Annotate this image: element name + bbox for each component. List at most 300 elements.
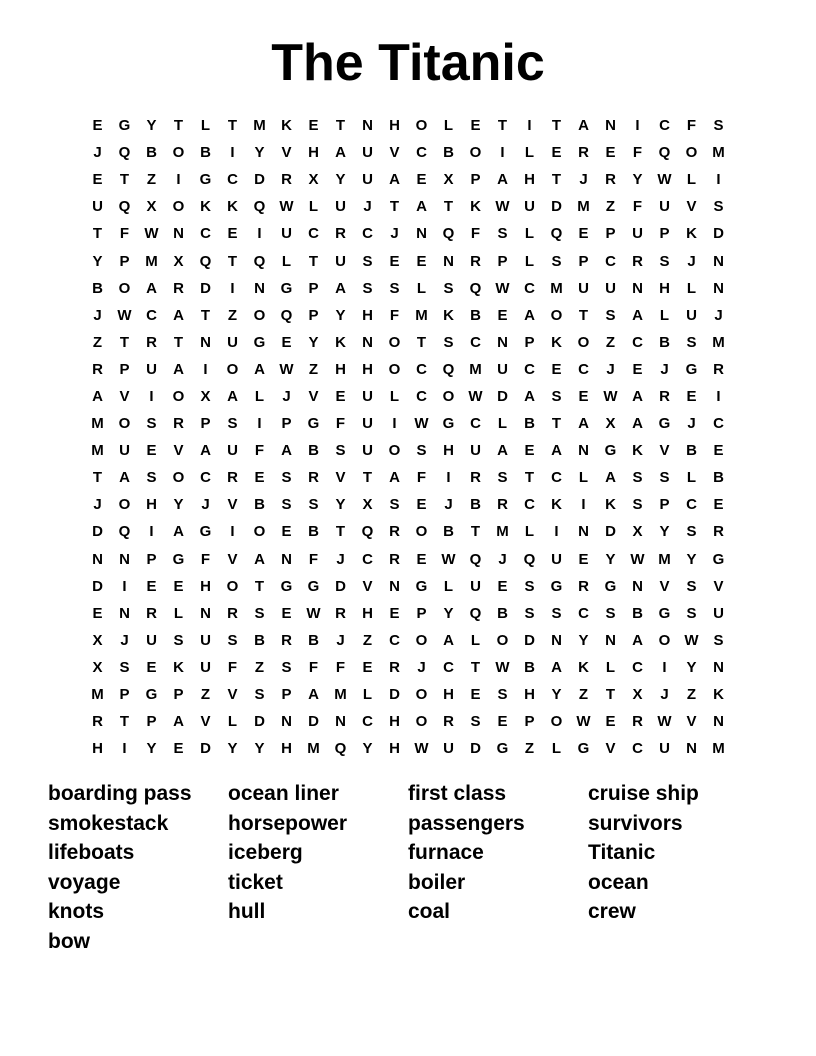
grid-letter: S [605, 604, 616, 622]
grid-letter: W [576, 713, 591, 731]
grid-row [84, 247, 732, 274]
grid-letter: C [362, 713, 373, 731]
grid-letter: S [551, 387, 562, 405]
word-list-item: ocean liner [228, 782, 339, 805]
grid-letter: M [712, 333, 725, 351]
grid-letter: Y [551, 686, 562, 704]
grid-letter: I [446, 469, 451, 487]
grid-letter: T [119, 333, 130, 351]
grid-row [84, 193, 732, 220]
grid-letter: D [335, 577, 346, 595]
grid-letter: R [227, 469, 238, 487]
grid-letter: C [605, 252, 616, 270]
grid-letter: M [550, 279, 563, 297]
grid-letter: T [578, 306, 589, 324]
grid-letter: W [684, 631, 699, 649]
grid-letter: E [227, 225, 238, 243]
grid-letter: U [119, 442, 130, 460]
grid-letter: J [120, 631, 129, 649]
grid-letter: P [524, 713, 535, 731]
grid-letter: L [551, 740, 562, 758]
grid-letter: E [713, 496, 724, 514]
grid-letter: T [551, 171, 562, 189]
grid-letter: D [551, 198, 562, 216]
grid-letter: G [712, 550, 725, 568]
grid-letter: Y [335, 171, 346, 189]
grid-letter: X [92, 658, 103, 676]
grid-letter: C [200, 225, 211, 243]
grid-letter: C [551, 469, 562, 487]
grid-letter: T [335, 117, 346, 135]
grid-letter: X [308, 171, 319, 189]
word-list-item: smokestack [48, 811, 169, 835]
grid-letter: D [308, 713, 319, 731]
grid-letter: C [470, 415, 481, 433]
grid-letter: N [362, 117, 373, 135]
grid-letter: B [659, 333, 670, 351]
grid-letter: S [632, 496, 643, 514]
grid-letter: E [470, 117, 481, 135]
grid-letter: T [524, 469, 535, 487]
grid-letter: P [308, 306, 319, 324]
grid-letter: G [658, 604, 671, 622]
grid-letter: M [334, 686, 347, 704]
grid-letter: O [253, 523, 266, 541]
grid-letter: Q [361, 523, 374, 541]
grid-letter: T [92, 469, 103, 487]
grid-letter: H [281, 740, 292, 758]
grid-letter: G [280, 577, 293, 595]
grid-letter: T [551, 117, 562, 135]
grid-letter: O [685, 144, 698, 162]
grid-letter: I [527, 117, 532, 135]
grid-letter: J [579, 171, 588, 189]
grid-letter: J [336, 631, 345, 649]
grid-letter: M [658, 550, 671, 568]
grid-letter: G [442, 415, 455, 433]
grid-letter: J [660, 360, 669, 378]
grid-letter: F [308, 658, 319, 676]
grid-letter: L [686, 469, 697, 487]
grid-letter: T [335, 523, 346, 541]
grid-letter: G [280, 279, 293, 297]
grid-letter: O [172, 144, 185, 162]
grid-letter: E [335, 387, 346, 405]
grid-letter: W [441, 550, 456, 568]
word-list-item: knots [48, 900, 105, 924]
grid-letter: L [281, 252, 292, 270]
grid-letter: K [470, 198, 481, 216]
grid-letter: U [443, 740, 454, 758]
grid-letter: S [389, 279, 400, 297]
grid-letter: N [389, 577, 400, 595]
grid-letter: N [281, 713, 292, 731]
grid-letter: X [173, 252, 184, 270]
grid-letter: A [632, 415, 643, 433]
grid-letter: U [605, 279, 616, 297]
grid-letter: H [659, 279, 670, 297]
grid-letter: O [469, 144, 482, 162]
grid-letter: S [551, 252, 562, 270]
grid-letter: A [578, 415, 589, 433]
grid-letter: B [524, 658, 535, 676]
grid-letter: C [227, 171, 238, 189]
grid-letter: E [578, 550, 589, 568]
grid-letter: W [657, 713, 672, 731]
grid-letter: C [416, 360, 427, 378]
grid-letter: I [554, 523, 559, 541]
grid-letter: V [227, 496, 238, 514]
grid-letter: X [605, 415, 616, 433]
word-list-item: survivors [588, 811, 683, 835]
grid-letter: J [714, 306, 723, 324]
grid-letter: T [200, 306, 211, 324]
grid-letter: U [146, 631, 157, 649]
grid-letter: X [443, 171, 454, 189]
grid-letter: T [551, 415, 562, 433]
grid-letter: A [389, 469, 400, 487]
grid-letter: S [443, 333, 454, 351]
grid-letter: I [581, 496, 586, 514]
grid-letter: W [630, 550, 645, 568]
grid-letter: O [658, 631, 671, 649]
grid-letter: S [254, 604, 265, 622]
word-list-item: ticket [228, 870, 283, 894]
grid-letter: U [362, 171, 373, 189]
grid-letter: L [524, 523, 535, 541]
grid-letter: U [146, 360, 157, 378]
grid-letter: E [308, 117, 319, 135]
grid-letter: A [632, 387, 643, 405]
grid-letter: Q [334, 740, 347, 758]
grid-letter: W [495, 279, 510, 297]
grid-letter: N [713, 252, 724, 270]
grid-letter: B [146, 144, 157, 162]
grid-letter: T [173, 117, 184, 135]
grid-row [84, 573, 732, 600]
grid-letter: O [415, 523, 428, 541]
grid-letter: E [497, 713, 508, 731]
grid-row [84, 356, 732, 383]
grid-letter: E [470, 686, 481, 704]
grid-letter: S [497, 686, 508, 704]
grid-letter: E [281, 333, 292, 351]
grid-letter: G [577, 740, 590, 758]
grid-row [84, 220, 732, 247]
grid-letter: L [686, 279, 697, 297]
grid-letter: W [279, 198, 294, 216]
grid-letter: I [635, 117, 640, 135]
grid-letter: N [92, 550, 103, 568]
grid-letter: S [497, 469, 508, 487]
grid-letter: J [660, 686, 669, 704]
grid-letter: L [200, 117, 211, 135]
grid-letter: R [92, 713, 103, 731]
grid-letter: E [92, 604, 103, 622]
grid-letter: L [389, 387, 400, 405]
grid-letter: J [336, 550, 345, 568]
grid-row [84, 491, 732, 518]
grid-letter: E [146, 658, 157, 676]
grid-letter: X [146, 198, 157, 216]
grid-letter: P [605, 225, 616, 243]
grid-letter: S [659, 469, 670, 487]
grid-letter: U [335, 198, 346, 216]
grid-letter: E [389, 604, 400, 622]
grid-letter: W [414, 415, 429, 433]
grid-letter: S [713, 631, 724, 649]
grid-letter: T [119, 713, 130, 731]
grid-letter: H [146, 496, 157, 514]
grid-letter: N [632, 577, 643, 595]
grid-letter: Y [686, 658, 697, 676]
grid-letter: A [173, 523, 184, 541]
grid-row [84, 329, 732, 356]
grid-letter: A [254, 360, 265, 378]
grid-letter: U [227, 333, 238, 351]
grid-letter: I [230, 523, 235, 541]
grid-letter: C [659, 117, 670, 135]
grid-letter: O [550, 713, 563, 731]
grid-letter: S [335, 442, 346, 460]
grid-letter: R [713, 360, 724, 378]
grid-letter: O [253, 306, 266, 324]
grid-letter: K [227, 198, 238, 216]
grid-letter: C [443, 658, 454, 676]
grid-letter: J [390, 225, 399, 243]
word-list-item: furnace [408, 841, 484, 865]
grid-letter: O [118, 496, 131, 514]
grid-letter: O [415, 713, 428, 731]
grid-letter: J [687, 252, 696, 270]
grid-letter: G [307, 577, 320, 595]
grid-letter: W [657, 171, 672, 189]
word-list-item: coal [408, 900, 451, 924]
grid-letter: R [173, 279, 184, 297]
grid-letter: E [281, 523, 292, 541]
grid-letter: A [551, 442, 562, 460]
grid-letter: Z [362, 631, 373, 649]
grid-letter: L [308, 198, 319, 216]
grid-letter: F [389, 306, 400, 324]
grid-letter: W [495, 198, 510, 216]
grid-letter: L [443, 117, 454, 135]
grid-letter: S [686, 333, 697, 351]
grid-letter: P [146, 713, 157, 731]
word-list-item: horsepower [228, 811, 348, 835]
grid-letter: N [443, 252, 454, 270]
grid-letter: K [281, 117, 292, 135]
grid-letter: E [416, 550, 427, 568]
grid-letter: G [658, 415, 671, 433]
grid-letter: S [146, 469, 157, 487]
grid-letter: S [173, 631, 184, 649]
grid-letter: L [254, 387, 265, 405]
grid-letter: P [119, 252, 130, 270]
grid-letter: S [227, 631, 238, 649]
grid-letter: Y [173, 496, 184, 514]
grid-letter: S [281, 496, 292, 514]
grid-letter: C [146, 306, 157, 324]
grid-letter: Q [469, 604, 482, 622]
grid-letter: T [497, 117, 508, 135]
grid-letter: M [91, 415, 104, 433]
grid-letter: U [659, 198, 670, 216]
grid-letter: X [632, 523, 643, 541]
grid-letter: G [199, 171, 212, 189]
word-list-item: boarding pass [48, 782, 192, 805]
grid-letter: A [524, 387, 535, 405]
grid-letter: E [254, 469, 265, 487]
grid-letter: N [254, 279, 265, 297]
grid-letter: H [389, 117, 400, 135]
grid-letter: E [362, 658, 373, 676]
grid-letter: O [415, 686, 428, 704]
grid-letter: Q [199, 252, 212, 270]
grid-letter: I [500, 144, 505, 162]
grid-letter: R [146, 333, 157, 351]
grid-letter: T [92, 225, 103, 243]
grid-letter: E [713, 442, 724, 460]
grid-letter: P [173, 686, 184, 704]
grid-letter: U [632, 225, 643, 243]
grid-letter: N [119, 550, 130, 568]
grid-letter: F [335, 658, 346, 676]
grid-letter: T [227, 117, 238, 135]
grid-letter: I [122, 740, 127, 758]
grid-letter: C [416, 144, 427, 162]
grid-letter: S [551, 604, 562, 622]
grid-letter: S [686, 523, 697, 541]
grid-letter: F [632, 144, 643, 162]
grid-letter: L [497, 415, 508, 433]
grid-letter: I [716, 387, 721, 405]
grid-letter: B [254, 496, 265, 514]
grid-letter: R [389, 523, 400, 541]
grid-letter: T [362, 469, 373, 487]
grid-letter: S [416, 442, 427, 460]
grid-letter: V [227, 550, 238, 568]
grid-letter: S [686, 577, 697, 595]
grid-row [84, 708, 732, 735]
grid-letter: S [686, 604, 697, 622]
grid-letter: B [308, 523, 319, 541]
grid-letter: G [496, 740, 509, 758]
grid-letter: Y [632, 171, 643, 189]
grid-letter: D [200, 740, 211, 758]
grid-letter: G [118, 117, 131, 135]
grid-letter: H [308, 144, 319, 162]
grid-letter: T [254, 577, 265, 595]
grid-letter: H [362, 306, 373, 324]
grid-letter: T [470, 523, 481, 541]
grid-letter: C [578, 360, 589, 378]
grid-letter: L [362, 686, 373, 704]
grid-letter: L [659, 306, 670, 324]
grid-letter: H [443, 442, 454, 460]
grid-letter: Q [253, 252, 266, 270]
grid-letter: J [282, 387, 291, 405]
grid-letter: V [713, 577, 724, 595]
grid-letter: N [362, 333, 373, 351]
grid-letter: V [119, 387, 130, 405]
grid-letter: H [524, 686, 535, 704]
grid-letter: T [308, 252, 319, 270]
grid-letter: O [118, 279, 131, 297]
grid-letter: F [227, 658, 238, 676]
grid-letter: R [497, 496, 508, 514]
grid-letter: Y [254, 740, 265, 758]
grid-letter: U [470, 442, 481, 460]
grid-letter: Q [118, 198, 131, 216]
grid-letter: C [362, 550, 373, 568]
grid-letter: S [524, 604, 535, 622]
grid-letter: A [389, 171, 400, 189]
grid-letter: H [389, 713, 400, 731]
grid-letter: I [257, 225, 262, 243]
grid-letter: I [230, 279, 235, 297]
grid-letter: H [443, 686, 454, 704]
grid-letter: N [335, 713, 346, 731]
grid-letter: E [605, 144, 616, 162]
grid-letter: Q [118, 523, 131, 541]
grid-letter: S [362, 252, 373, 270]
grid-letter: L [416, 279, 427, 297]
grid-letter: U [497, 360, 508, 378]
grid-row [84, 627, 732, 654]
grid-letter: N [497, 333, 508, 351]
grid-letter: D [92, 577, 103, 595]
word-list-item: iceberg [228, 841, 303, 865]
grid-letter: A [227, 387, 238, 405]
grid-letter: V [335, 469, 346, 487]
grid-letter: P [659, 496, 670, 514]
grid-letter: E [416, 496, 427, 514]
grid-letter: V [227, 686, 238, 704]
grid-letter: C [362, 225, 373, 243]
grid-letter: J [93, 144, 102, 162]
grid-letter: O [226, 360, 239, 378]
grid-letter: U [200, 658, 211, 676]
grid-letter: R [389, 550, 400, 568]
grid-letter: S [254, 686, 265, 704]
grid-letter: W [414, 740, 429, 758]
grid-letter: D [470, 740, 481, 758]
grid-letter: I [392, 415, 397, 433]
grid-letter: E [551, 360, 562, 378]
grid-letter: U [524, 198, 535, 216]
grid-letter: A [335, 144, 346, 162]
grid-letter: W [279, 360, 294, 378]
grid-letter: Q [523, 550, 536, 568]
grid-letter: A [146, 279, 157, 297]
grid-letter: E [92, 171, 103, 189]
grid-letter: G [145, 686, 158, 704]
grid-letter: M [469, 360, 482, 378]
grid-letter: Q [442, 225, 455, 243]
grid-letter: T [119, 171, 130, 189]
grid-letter: P [200, 415, 211, 433]
grid-letter: E [686, 387, 697, 405]
grid-letter: K [551, 496, 562, 514]
grid-letter: K [713, 686, 724, 704]
grid-letter: T [173, 333, 184, 351]
grid-letter: I [662, 658, 667, 676]
grid-letter: R [578, 577, 589, 595]
word-list [48, 779, 768, 957]
grid-letter: O [415, 631, 428, 649]
grid-letter: R [389, 658, 400, 676]
